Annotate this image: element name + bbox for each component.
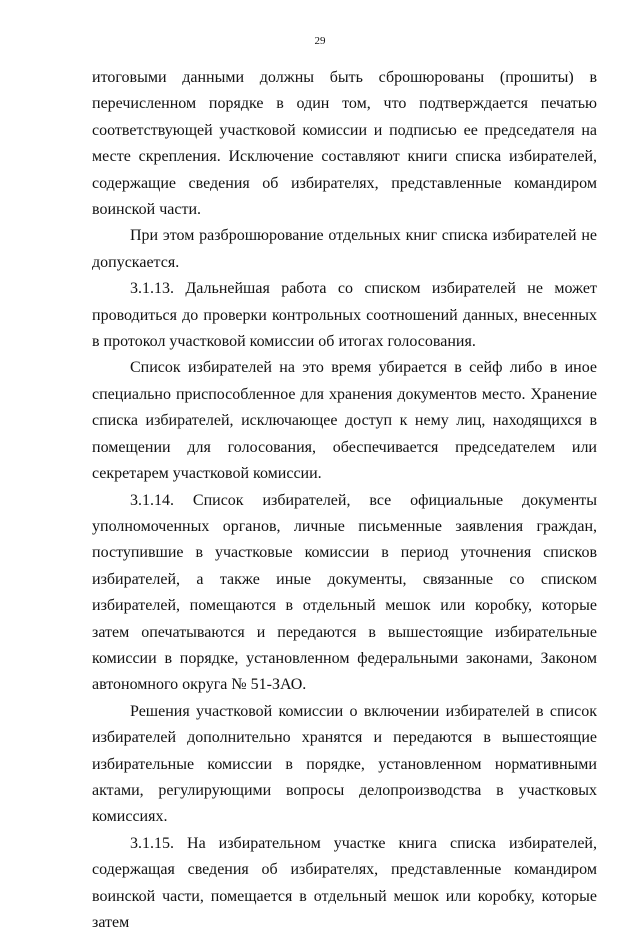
paragraph: Решения участковой комиссии о включении избирателей в список избирателей дополнительно хранятся и передаются в вышестоящие избирательные комиссии в порядке, установленном нормативными актами, регулирующими вопросы делопроизводства в участковых комиссиях.	[92, 702, 597, 826]
paragraph: Список избирателей на это время убирается в сейф либо в иное специально приспособленное для хранения документов место. Хранение списка избирателей, исключающее доступ к нему лиц, находящихся в помещении для голосования, обеспечивается председателем или секретарем участковой комиссии.	[92, 359, 597, 483]
document-body	[92, 65, 597, 936]
paragraph: При этом разброшюрование отдельных книг списка избирателей не допускается.	[92, 227, 597, 271]
paragraph-clause: 3.1.15. На избирательном участке книга списка избирателей, содержащая сведения об избирателях, представленные командиром воинской части, помещается в отдельный мешок или коробку, которые затем	[92, 834, 597, 931]
page-number: 29	[314, 35, 326, 47]
paragraph-clause: 3.1.13. Дальнейшая работа со списком избирателей не может проводиться до проверки контрольных соотношений данных, внесенных в протокол участковой комиссии об итогах голосования.	[92, 280, 597, 351]
paragraph-continuation: итоговыми данными должны быть сброшюрованы (прошиты) в перечисленном порядке в один том, что подтверждается печатью соответствующей участковой комиссии и подписью ее председателя на месте скрепления. Исключение составляют книги списка избирателей, содержащие сведения об избирателях, представленные командиром воинской части.	[92, 69, 597, 219]
paragraph-clause: 3.1.14. Список избирателей, все официальные документы уполномоченных органов, личные письменные заявления граждан, поступившие в участковые комиссии в период уточнения списков избирателей, а также иные документы, связанные со списком избирателей, помещаются в отдельный мешок или коробку, которые затем опечатываются и передаются в вышестоящие избирательные комиссии в порядке, установленном федеральными законами, Законом автономного округа № 51-ЗАО.	[92, 491, 597, 694]
